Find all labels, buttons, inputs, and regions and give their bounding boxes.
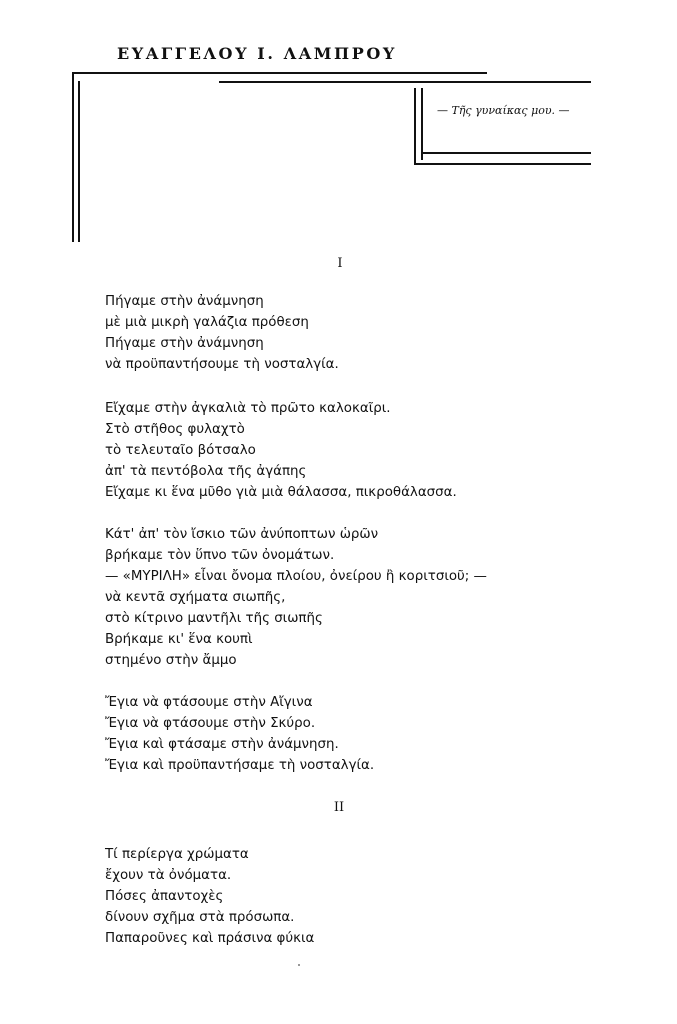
- poem-line: τὸ τελευταῖο βότσαλο: [105, 443, 256, 458]
- poem-line: Στὸ στῆθος φυλαχτὸ: [105, 422, 245, 437]
- poem-line: Κάτ' ἀπ' τὸν ἴσκιο τῶν ἀνύποπτων ὡρῶν: [105, 527, 379, 542]
- poem-line: στημένο στὴν ἄμμο: [105, 653, 237, 668]
- stanza: [105, 398, 457, 503]
- poem-line: ἀπ' τὰ πεντόβολα τῆς ἀγάπης: [105, 464, 307, 479]
- top-rule: [72, 72, 487, 74]
- poem-line: ἔχουν τὰ ὀνόματα.: [105, 868, 232, 883]
- poem-line: νὰ προϋπαντήσουμε τὴ νοσταλγία.: [105, 357, 339, 372]
- section-numeral: I: [337, 256, 343, 271]
- poem-line: Πήγαμε στὴν ἀνάμνηση: [105, 336, 264, 351]
- poem-line: βρήκαμε τὸν ὕπνο τῶν ὀνομάτων.: [105, 548, 335, 563]
- author-header: ΕΥΑΓΓΕΛΟΥ Ι. ΛΑΜΠΡΟΥ: [117, 44, 397, 63]
- stanza: [105, 692, 374, 776]
- poem-line: Εἴχαμε κι ἕνα μῦθο γιὰ μιὰ θάλασσα, πικροθάλασσα.: [105, 485, 457, 500]
- left-vertical-rule-inner: [78, 81, 80, 242]
- second-rule: [219, 81, 591, 83]
- dedication: — Τῆς γυναίκας μου. —: [437, 104, 570, 117]
- lower-rule-lower: [414, 163, 591, 165]
- section-numeral: II: [333, 800, 345, 815]
- poem-line: Τί περίεργα χρώματα: [105, 847, 249, 862]
- poem-line: στὸ κίτρινο μαντῆλι τῆς σιωπῆς: [105, 611, 323, 626]
- poem-line: Ἔγια καὶ φτάσαμε στὴν ἀνάμνηση.: [105, 737, 339, 752]
- poem-line: μὲ μιὰ μικρὴ γαλάζια πρόθεση: [105, 315, 309, 330]
- poem-line: Βρήκαμε κι' ἕνα κουπὶ: [105, 632, 253, 647]
- print-speck: [298, 964, 300, 966]
- poem-line: — «ΜΥΡΙΛΗ» εἶναι ὄνομα πλοίου, ὀνείρου ἢ κοριτσιοῦ; —: [105, 569, 487, 584]
- poem-line: Παπαροῦνες καὶ πράσινα φύκια: [105, 931, 315, 946]
- poem-line: Πήγαμε στὴν ἀνάμνηση: [105, 294, 264, 309]
- left-vertical-rule-outer: [72, 72, 74, 242]
- poem-line: δίνουν σχῆμα στὰ πρόσωπα.: [105, 910, 295, 925]
- poem-line: Ἔγια καὶ προϋπαντήσαμε τὴ νοσταλγία.: [105, 758, 375, 773]
- right-vertical-rule-outer: [414, 88, 416, 165]
- poem-line: Ἔγια νὰ φτάσουμε στὴν Αἴγινα: [105, 695, 313, 710]
- right-vertical-rule-inner: [421, 88, 423, 160]
- stanza: [105, 524, 487, 671]
- stanza: [105, 844, 314, 949]
- poem-line: Ἔγια νὰ φτάσουμε στὴν Σκύρο.: [105, 716, 316, 731]
- stanza: [105, 291, 339, 375]
- lower-rule-upper: [421, 152, 591, 154]
- poem-line: Εἴχαμε στὴν ἀγκαλιὰ τὸ πρῶτο καλοκαῖρι.: [105, 401, 391, 416]
- poem-line: Πόσες ἀπαντοχὲς: [105, 889, 224, 904]
- poem-line: νὰ κεντᾶ σχήματα σιωπῆς,: [105, 590, 286, 605]
